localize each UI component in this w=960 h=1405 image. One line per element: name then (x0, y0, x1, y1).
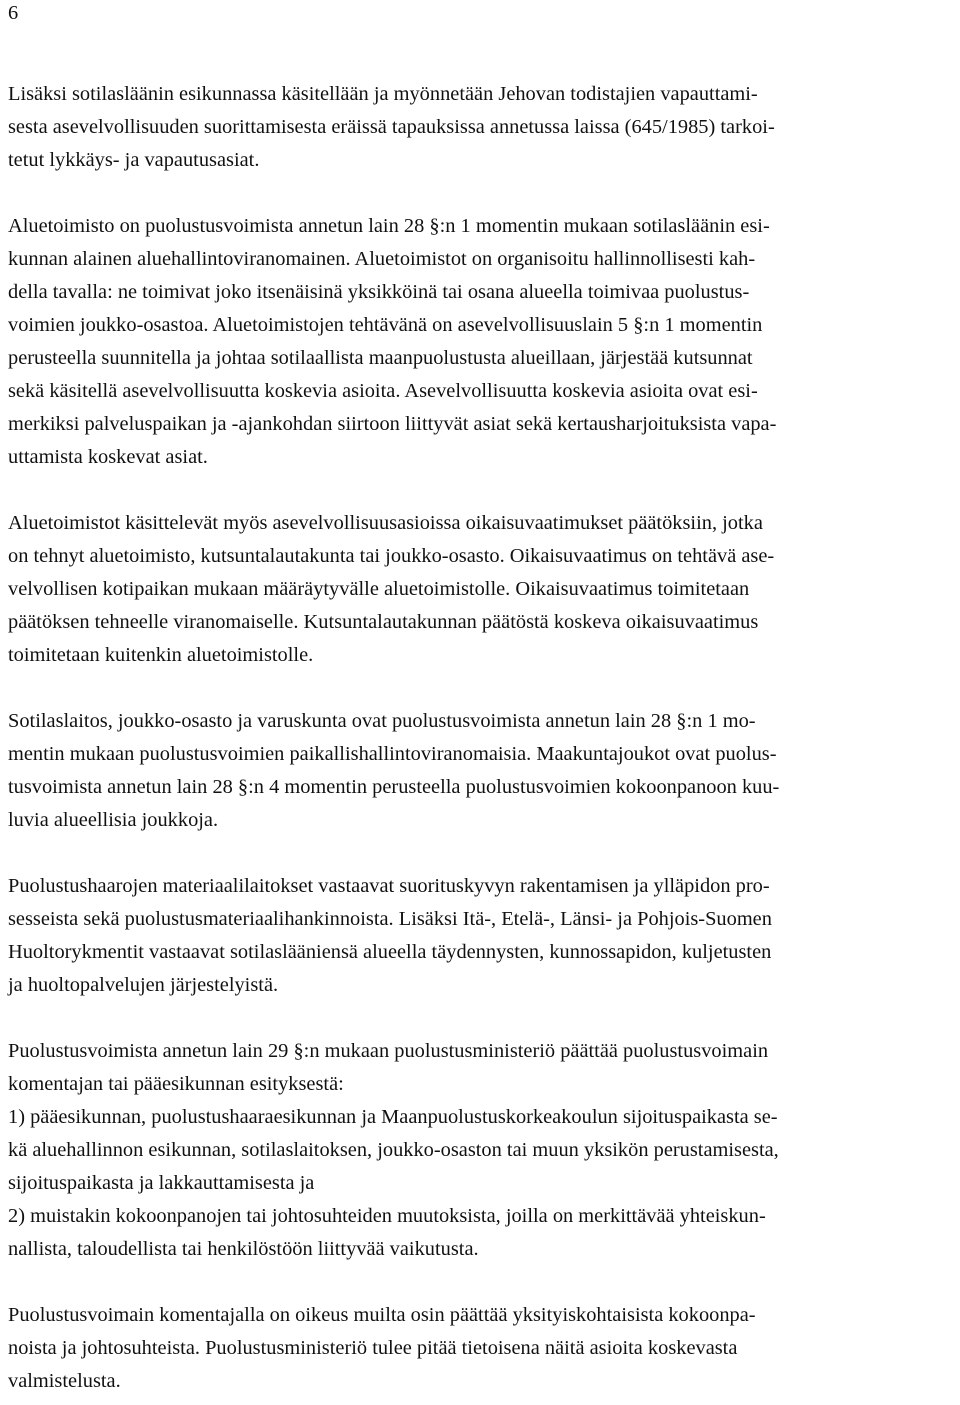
paragraph-3: Aluetoimistot käsittelevät myös asevelvollisuusasioissa oikaisuvaatimukset päätöksiin, jotka on tehnyt aluetoimisto, kutsuntalautakunta tai joukko-osasto. Oikaisuvaatimus on tehtävä ase- velvollisen kotipaikan mukaan määräytyvälle aluetoimistolle. Oikaisuvaatimus toimitetaan päätöksen tehneelle viranomaiselle. Kutsuntalautakunnan päätöstä koskeva oikaisuvaatimus toimitetaan kuitenkin aluetoimistolle. (8, 512, 775, 666)
paragraph-5: Puolustushaarojen materiaalilaitokset vastaavat suorituskyvyn rakentamisen ja ylläpidon pro- sesseista sekä puolustusmateriaalihankinnoista. Lisäksi Itä-, Etelä-, Länsi- ja Pohjois-Suomen Huoltorykmentit vastaavat sotilaslääniensä alueella täydennysten, kunnossapidon, kuljetusten ja huoltopalvelujen järjestelyistä. (8, 875, 772, 996)
paragraph-1: Lisäksi sotilasläänin esikunnassa käsitellään ja myönnetään Jehovan todistajien vapauttami- sesta asevelvollisuuden suorittamisesta eräissä tapauksissa annetussa laissa (645/1985) tarkoi- tetut lykkäys- ja vapautusasiat. (8, 83, 775, 171)
paragraph-4: Sotilaslaitos, joukko-osasto ja varuskunta ovat puolustusvoimista annetun lain 28 §:n 1 mo- mentin mukaan puolustusvoimien paikallishallintoviranomaisia. Maakuntajoukot ovat puolus- tusvoimista annetun lain 28 §:n 4 momentin perusteella puolustusvoimien kokoonpanoon kuu- luvia alueellisia joukkoja. (8, 710, 780, 831)
page-number: 6 (8, 2, 19, 24)
paragraph-6: Puolustusvoimista annetun lain 29 §:n mukaan puolustusministeriö päättää puolustusvoimain komentajan tai pääesikunnan esityksestä: 1) pääesikunnan, puolustushaaraesikunnan ja Maanpuolustuskorkeakoulun sijoituspaikasta se- kä aluehallinnon esikunnan, sotilaslaitoksen, joukko-osaston tai muun yksikön perustamisesta, sijoituspaikasta ja lakkauttamisesta ja 2) muistakin kokoonpanojen tai johtosuhteiden muutoksista, joilla on merkittävää yhteiskun- nallista, taloudellista tai henkilöstöön liittyvää vaikutusta. (8, 1040, 779, 1260)
document-body (8, 78, 952, 1398)
paragraph-2: Aluetoimisto on puolustusvoimista annetun lain 28 §:n 1 momentin mukaan sotilasläänin esi- kunnan alainen aluehallintoviranomainen. Aluetoimistot on organisoitu hallinnollisesti kah- della tavalla: ne toimivat joko itsenäisinä yksikköinä tai osana alueella toimivaa puolustus- voimien joukko-osastoa. Aluetoimistojen tehtävänä on asevelvollisuuslain 5 §:n 1 momentin perusteella suunnitella ja johtaa sotilaallista maanpuolustusta alueillaan, järjestää kutsunnat sekä käsitellä asevelvollisuutta koskevia asioita. Asevelvollisuutta koskevia asioita ovat esi- merkiksi palveluspaikan ja -ajankohdan siirtoon liittyvät asiat sekä kertausharjoituksista vapa- uttamista koskevat asiat. (8, 215, 777, 468)
paragraph-7: Puolustusvoimain komentajalla on oikeus muilta osin päättää yksityiskohtaisista kokoonpa- noista ja johtosuhteista. Puolustusministeriö tulee pitää tietoisena näitä asioita koskevasta valmistelusta. (8, 1304, 756, 1392)
